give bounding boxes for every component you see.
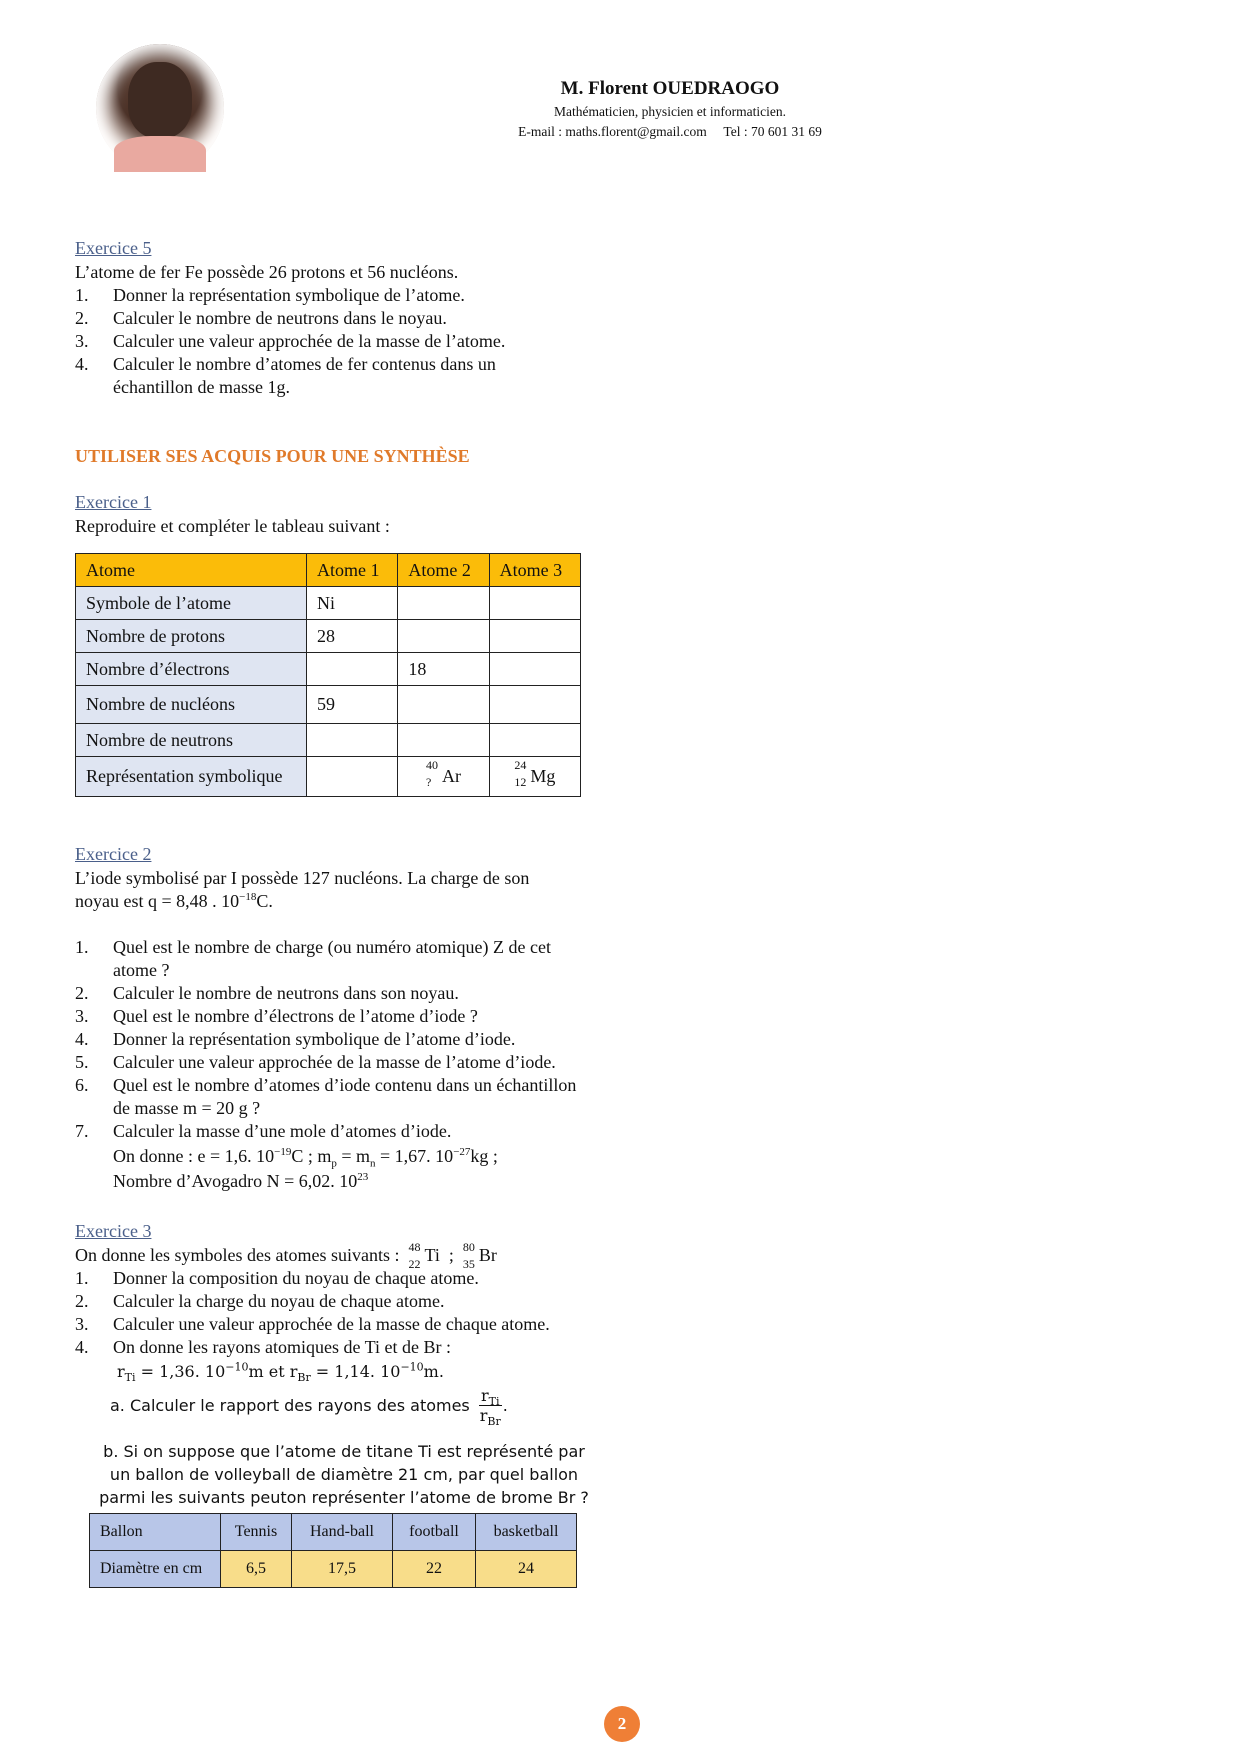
ex5-list [75, 284, 535, 399]
table-header-cell: Tennis [221, 1514, 292, 1551]
row-label: Diamètre en cm [90, 1551, 221, 1588]
table-cell: 28 [307, 620, 398, 653]
list-item: 3. Quel est le nombre d’électrons de l’atome d’iode ? [75, 1006, 478, 1026]
ex5-intro: L’atome de fer Fe possède 26 protons et 56 nucléons. [75, 262, 459, 282]
ex2-title[interactable]: Exercice 2 [75, 844, 152, 864]
table-header-cell: Atome 2 [398, 554, 489, 587]
table-cell [489, 587, 580, 620]
list-item: 5. Calculer une valeur approchée de la masse de l’atome d’iode. [75, 1052, 556, 1072]
table-row [76, 620, 581, 653]
table-header-cell: basketball [476, 1514, 577, 1551]
table-header-row [90, 1514, 577, 1551]
list-item: 4. Calculer le nombre d’atomes de fer contenus dans un échantillon de masse 1g. [75, 354, 496, 397]
ex2-avogadro: Nombre d’Avogadro N = 6,02. $10^{23}$ [113, 1171, 369, 1191]
table-header-cell: Ballon [90, 1514, 221, 1551]
list-item: 2. Calculer le nombre de neutrons dans le noyau. [75, 308, 447, 328]
atom-table [75, 553, 581, 797]
ex2-intro-line1: L’iode symbolisé par I possède 127 nucléons. La charge de son [75, 868, 530, 888]
table-header-cell: Atome 3 [489, 554, 580, 587]
list-item: 1. Donner la composition du noyau de chaque atome. [75, 1268, 479, 1288]
table-row [76, 724, 581, 757]
isotope-ti: 48 22 Ti [408, 1240, 440, 1271]
ex1-intro: Reproduire et compléter le tableau suivant : [75, 516, 390, 536]
list-item: 2. Calculer le nombre de neutrons dans son noyau. [75, 983, 459, 1003]
table-cell [307, 724, 398, 757]
table-row [76, 653, 581, 686]
page-number: 2 [604, 1706, 640, 1742]
table-header-cell: Atome [76, 554, 307, 587]
table-header-cell: Atome 1 [307, 554, 398, 587]
row-label: Nombre de nucléons [76, 686, 307, 724]
table-cell [398, 620, 489, 653]
ex3-intro: On donne les symboles des atomes suivants : 48 22 Ti ; 80 35 Br [75, 1240, 497, 1271]
ratio-fraction: $r_{Ti}$ $r_{Br}$ [479, 1386, 501, 1429]
list-item: 1. Donner la représentation symbolique de l’atome. [75, 285, 465, 305]
table-cell [489, 653, 580, 686]
photo-shirt [114, 136, 206, 172]
table-cell: 17,5 [292, 1551, 393, 1588]
photo-face [128, 62, 192, 138]
isotope-mg: 24 12 Mg [514, 758, 556, 789]
author-tel: Tel : 70 601 31 69 [723, 124, 822, 139]
author-contact [420, 124, 920, 140]
ex3-radii: $r_{Ti} = 1,36$. $10^{-10}m$ et $r_{Br} = 1,14$. $10^{-10}m$. [117, 1360, 444, 1385]
table-header-row [76, 554, 581, 587]
table-header-cell: Hand-ball [292, 1514, 393, 1551]
table-row [76, 686, 581, 724]
list-item: 3. Calculer une valeur approchée de la masse de l’atome. [75, 331, 506, 351]
table-cell [489, 757, 580, 797]
ex2-list [75, 936, 595, 1143]
author-subtitle: Mathématicien, physicien et informaticien. [553, 104, 787, 119]
row-label: Nombre de protons [76, 620, 307, 653]
ex3-question-b: b. Si on suppose que l’atome de titane Ti est représenté par un ballon de volleyball de diamètre 21 cm, par quel ballon parmi les suivants peuton représenter l’atome de brome Br ? [99, 1442, 589, 1507]
ex3-list [75, 1267, 615, 1359]
list-item: 4. Donner la représentation symbolique de l’atome d’iode. [75, 1029, 516, 1049]
table-cell: Ni [307, 587, 398, 620]
author-name: M. Florent OUEDRAOGO [560, 78, 780, 99]
table-cell: 59 [307, 686, 398, 724]
list-item: 7. Calculer la masse d’une mole d’atomes d’iode. [75, 1121, 452, 1141]
ex2-intro-line2: noyau est q = 8,48 . $10^{-18}C$. [75, 891, 273, 911]
table-cell [398, 686, 489, 724]
table-cell: 6,5 [221, 1551, 292, 1588]
list-item: 2. Calculer la charge du noyau de chaque atome. [75, 1291, 445, 1311]
author-email: E-mail : maths.florent@gmail.com [518, 124, 707, 139]
table-cell [489, 724, 580, 757]
isotope-ar: 40 ? Ar [425, 758, 461, 789]
isotope-br: 80 35 Br [462, 1240, 497, 1271]
ex3-question-a: a. Calculer le rapport des rayons des atomes $r_{Ti}$ $r_{Br}$ . [110, 1386, 508, 1429]
row-label: Nombre d’électrons [76, 653, 307, 686]
table-cell: 24 [476, 1551, 577, 1588]
row-label: Symbole de l’atome [76, 587, 307, 620]
table-cell: 22 [393, 1551, 476, 1588]
table-header-cell: football [393, 1514, 476, 1551]
table-cell: 18 [398, 653, 489, 686]
table-row [90, 1551, 577, 1588]
ex1-title[interactable]: Exercice 1 [75, 492, 152, 512]
table-cell [307, 757, 398, 797]
table-cell [398, 757, 489, 797]
table-cell [398, 587, 489, 620]
list-item: 6. Quel est le nombre d’atomes d’iode contenu dans un échantillon de masse m = 20 g ? [75, 1075, 577, 1118]
row-label: Nombre de neutrons [76, 724, 307, 757]
list-item: 3. Calculer une valeur approchée de la masse de chaque atome. [75, 1314, 550, 1334]
list-item: 1. Quel est le nombre de charge (ou numéro atomique) Z de cet atome ? [75, 937, 552, 980]
author-photo [96, 44, 224, 172]
table-cell [489, 620, 580, 653]
ex2-given-constants: On donne : e = 1,6. $10^{-19}C$ ; $m_p = m_n = 1,67$. $10^{-27}kg$ ; [113, 1146, 498, 1170]
ex5-title[interactable]: Exercice 5 [75, 238, 152, 258]
ex3-title[interactable]: Exercice 3 [75, 1221, 152, 1241]
list-item: 4. On donne les rayons atomiques de Ti et de Br : [75, 1337, 451, 1357]
table-cell [307, 653, 398, 686]
row-label: Représentation symbolique [76, 757, 307, 797]
section-title: UTILISER SES ACQUIS POUR UNE SYNTHÈSE [75, 446, 470, 466]
table-row [76, 587, 581, 620]
ball-table [89, 1513, 577, 1588]
table-cell [398, 724, 489, 757]
table-cell [489, 686, 580, 724]
table-row [76, 757, 581, 797]
